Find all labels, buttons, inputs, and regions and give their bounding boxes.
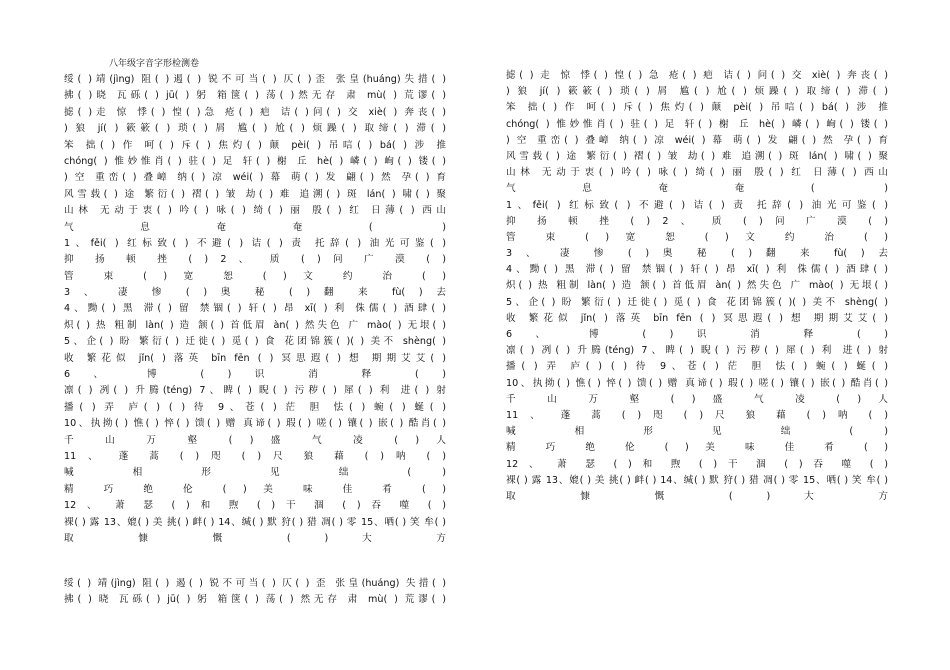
text-line: 笨 拙( ) 作 呵( ) 斥( ) 焦灼( ) 颠 pèi( ) 吊唁( ) bá( ) 涉 推	[506, 102, 888, 114]
text-line: chóng( ) 惟妙惟肖( ) 驻( ) 足 轩( ) 榭 丘 hè( ) 嶙( ) 峋( ) 镂( )	[64, 155, 446, 167]
text-line: 3 、 凄 惨 ( ) 奥 秘 ( ) 翻 来 fù( ) 去	[64, 287, 446, 299]
text-line: 喊 相 形 见 绌 ( )	[64, 467, 446, 479]
text-line: 凛( ) 冽( ) 升腾(téng) 7、睥( ) 睨( ) 污秽( ) 犀( ) 利 进( ) 射	[64, 385, 446, 397]
text-line: 11 、 蓬 蒿 ( ) 咫 ( ) 尺 狼 藉 ( ) 呐 ( )	[506, 409, 888, 421]
text-line: 气息奄奄( )	[506, 183, 888, 195]
text-line: 风雪载( ) 途 繁衍( ) 褶( ) 皱 劫( ) 难 追溯( ) 斑 lán( ) 啸( ) 聚	[506, 150, 888, 162]
text-line: 绥( ) 靖(jìng) 阻( ) 遏( ) 锐不可当( ) 仄( ) 歪 张皇(huáng) 失措( )	[64, 578, 446, 589]
text-line: 千 山 万 壑 ( ) 盛 气 凌 ( ) 人	[64, 434, 446, 446]
text-line: 精 巧 绝 伦 ( ) 美 味 佳 肴 ( )	[506, 442, 888, 454]
text-line: 播( ) 弄 庐( ) ( ) 待 9、苍( ) 茫 胆 怯( ) 蜿( ) 蜒( )	[506, 361, 888, 373]
text-line: 收 繁花似 jǐn( ) 落英 bīn fēn ( ) 冥思遐( ) 想 期期艾艾( )	[64, 352, 446, 364]
text-line: 气息奄奄( )	[64, 221, 446, 233]
text-line: 5、企( ) 盼 繁衍( ) 迁徙( ) 觅( ) 食 花团锦簇( )( ) 美不 shèng( )	[64, 336, 446, 348]
text-line: 取 慷 慨 ( ) 大 方	[506, 490, 888, 502]
text-line: 收 繁花似 jǐn( ) 落英 bīn fēn ( ) 冥思遐( ) 想 期期艾艾( )	[506, 312, 888, 324]
text-line: 抑 扬 顿 挫 ( ) 2 、 质 ( ) 问 广 漠 ( )	[64, 254, 446, 266]
text-line: 1、fěi( ) 红标致( ) 不避( ) 诘( ) 责 托辞( ) 油光可鉴( )	[64, 237, 446, 249]
text-line: 山林 无动于衷( ) 吟( ) 咏( ) 绮( ) 丽 殷( ) 红 日薄( ) 西山	[64, 205, 446, 217]
text-line: 10、执拗( ) 憔( ) 悴( ) 馈( ) 赠 真谛( ) 瑕( ) 嗟( ) 镶( ) 嵌( ) 酷肖( )	[506, 377, 888, 389]
right-column	[506, 68, 888, 505]
text-line: 炽( ) 热 粗制 làn( ) 造 颔( ) 首低眉 àn( ) 然失色 广 mào( ) 无垠( )	[64, 319, 446, 331]
text-line: ) 空 重峦( ) 叠嶂 纳( ) 凉 wéi( ) 幕 萌( ) 发 翩( ) 然 孕( ) 育	[506, 134, 888, 146]
text-line: 拂( ) 晓 瓦砾( ) jū( ) 躬 箱箧( ) 荡( ) 然无存 肃 mù( ) 荒谬( )	[64, 594, 446, 606]
text-line: chóng( ) 惟妙惟肖( ) 驻( ) 足 轩( ) 榭 丘 hè( ) 嶙( ) 峋( ) 镂( )	[506, 118, 888, 130]
text-line: 摅( ) 走 惊 悸( ) 惶( ) 急 疮( ) 疤 诘( ) 问( ) 交 xiè( ) 奔丧( )	[506, 70, 888, 81]
left-bottom-block	[64, 576, 446, 609]
text-line: 3 、 凄 惨 ( ) 奥 秘 ( ) 翻 来 fù( ) 去	[506, 248, 888, 260]
text-line: 摅( )走 惊 悸( ) 惶( )急 疮( ) 疤 诘( )问( ) 交 xiè( ) 奔丧( )	[64, 106, 446, 118]
left-column	[64, 56, 446, 547]
text-line: 管 束 ( ) 宽 恕 ( ) 文 约 治 ( )	[64, 270, 446, 282]
text-line: 12 、 萧 瑟 ( ) 和 煦 ( ) 干 涸 ( ) 吞 噬 ( )	[506, 458, 888, 470]
text-line: 抑 扬 顿 挫 ( ) 2 、 质 ( ) 问 广 漠 ( )	[506, 215, 888, 227]
text-line: 播( ) 弄 庐( ) ( ) 待 9、苍( ) 茫 胆 怯( ) 蜿( ) 蜒( )	[64, 401, 446, 413]
text-line: 4、黝( ) 黑 滞( ) 留 禁锢( ) 轩( ) 昂 xī( ) 利 侏儒( ) 酒肆( )	[506, 264, 888, 276]
text-line: 6 、 博 ( ) 识 消 释 ( )	[64, 369, 446, 381]
text-line: 绥( )靖(jìng) 阻( )遏( ) 锐不可当( ) 仄( )歪 张皇(huáng)失措( )	[64, 74, 446, 85]
text-line: 10、执拗( ) 憔( ) 悴( ) 馈( ) 赠 真谛( ) 瑕( ) 嗟( ) 镶( ) 嵌( ) 酷肖( )	[64, 418, 446, 430]
text-line: 精 巧 绝 伦 ( ) 美 味 佳 肴 ( )	[64, 483, 446, 495]
text-line: 12 、 萧 瑟 ( ) 和 煦 ( ) 干 涸 ( ) 吞 噬 ( )	[64, 500, 446, 512]
document-title: 八年级字音字形检测卷	[109, 59, 200, 69]
text-line: 风雪载( ) 途 繁衍( ) 褶( ) 皱 劫( ) 难 追溯( ) 斑 lán( ) 啸( ) 聚	[64, 188, 446, 200]
text-line: 喊 相 形 见 绌 ( )	[506, 426, 888, 438]
text-line: ) 空 重峦( ) 叠嶂 纳( ) 凉 wéi( ) 幕 萌( ) 发 翩( ) 然 孕( ) 育	[64, 172, 446, 184]
text-line: 千 山 万 壑 ( ) 盛 气 凌 ( ) 人	[506, 393, 888, 405]
text-line: 4、黝( ) 黑 滞( ) 留 禁锢( ) 轩( ) 昂 xī( ) 利 侏儒( ) 酒肆( )	[64, 303, 446, 315]
text-line: 取 慷 慨 ( ) 大 方	[64, 532, 446, 544]
text-line: ) 狼 jí( ) 簌簌( ) 琐( ) 屑 尴( ) 尬( ) 烦躁( ) 取缔( ) 滞( )	[506, 86, 888, 98]
text-line: ) 狼 jí( ) 簌簌( ) 琐( ) 屑 尴( ) 尬( ) 烦躁( ) 取缔( ) 滞( )	[64, 123, 446, 135]
text-line: 炽( ) 热 粗制 làn( ) 造 颔( ) 首低眉 àn( ) 然失色 广 mào( ) 无垠( )	[506, 280, 888, 292]
text-line: 11 、 蓬 蒿 ( ) 咫 ( ) 尺 狼 藉 ( ) 呐 ( )	[64, 450, 446, 462]
text-line: 1、fěi( ) 红标致( ) 不避( ) 诘( ) 责 托辞( ) 油光可鉴( )	[506, 199, 888, 211]
text-line: 管 束 ( ) 宽 恕 ( ) 文 约 治 ( )	[506, 231, 888, 243]
text-line: 裸( ) 露 13、媲( ) 美 挑( ) 衅( ) 14、缄( ) 默 狩( ) 猎 凋( ) 零 15、哂( ) 笑 牟( )	[64, 516, 446, 528]
text-line: 凛( ) 冽( ) 升腾(téng) 7、睥( ) 睨( ) 污秽( ) 犀( ) 利 进( ) 射	[506, 345, 888, 357]
text-line: 山林 无动于衷( ) 吟( ) 咏( ) 绮( ) 丽 殷( ) 红 日薄( ) 西山	[506, 167, 888, 179]
text-line: 5、企( ) 盼 繁衍( ) 迁徙( ) 觅( ) 食 花团锦簇( )( ) 美不 shèng( )	[506, 296, 888, 308]
text-line: 笨 拙( ) 作 呵( ) 斥( ) 焦灼( ) 颠 pèi( ) 吊唁( ) bá( ) 涉 推	[64, 139, 446, 151]
text-line: 6 、 博 ( ) 识 消 释 ( )	[506, 329, 888, 340]
text-line: 拂( )晓 瓦砾( ) jū( ) 躬 箱箧( ) 荡( )然无存 肃 mù( ) 荒谬( )	[64, 90, 446, 102]
text-line: 裸( ) 露 13、媲( ) 美 挑( ) 衅( ) 14、缄( ) 默 狩( ) 猎 凋( ) 零 15、哂( ) 笑 牟( )	[506, 474, 888, 486]
